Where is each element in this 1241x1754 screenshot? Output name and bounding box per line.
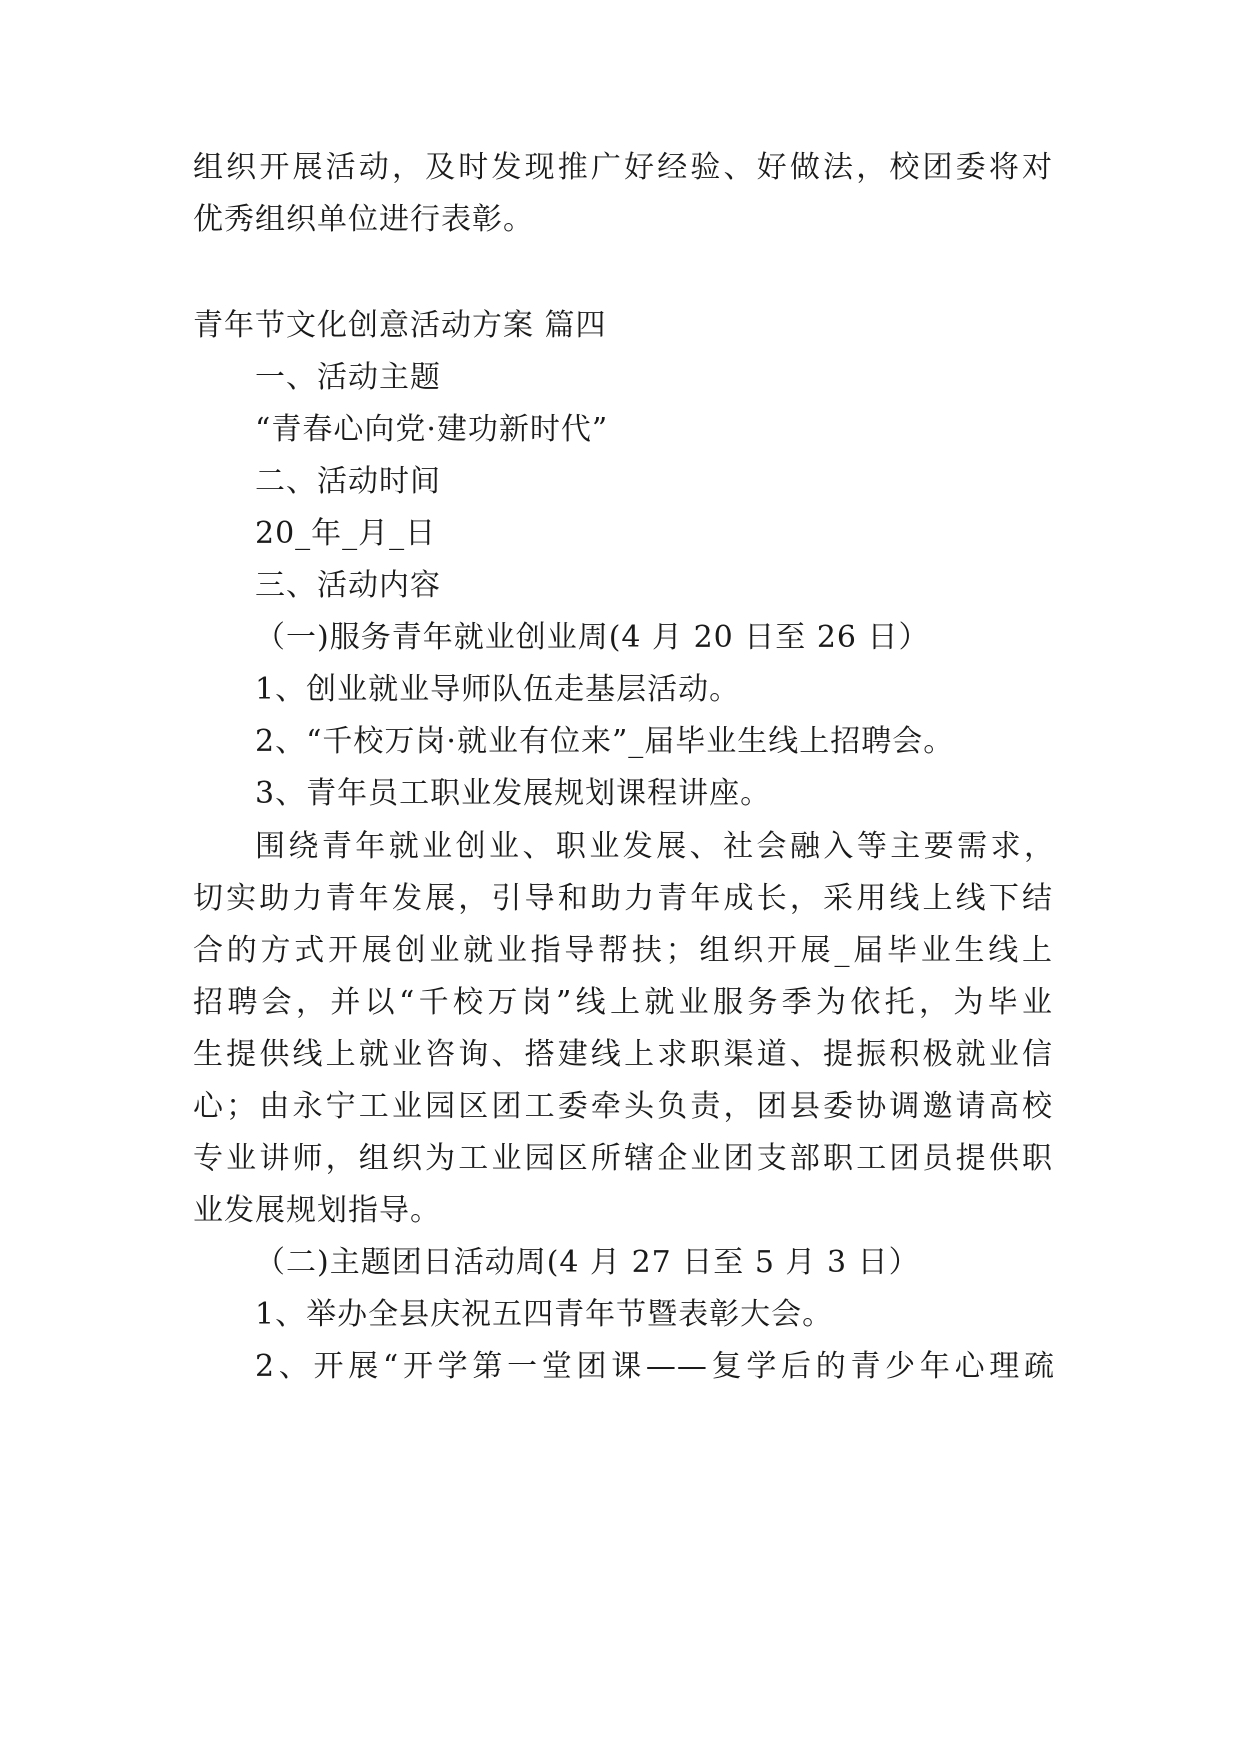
list-item: 2、开展“开学第一堂团课——复学后的青少年心理疏	[255, 1349, 1055, 1384]
date-text: 20_年_月_日	[255, 516, 437, 551]
paragraph-line: 生提供线上就业咨询、搭建线上求职渠道、提振积极就业信	[193, 1037, 1053, 1072]
subheading-league-day-week: （二)主题团日活动周(4 月 27 日至 5 月 3 日）	[255, 1245, 920, 1280]
paragraph-line: 业发展规划指导。	[193, 1193, 441, 1228]
list-item: 3、青年员工职业发展规划课程讲座。	[255, 776, 772, 811]
intro-line-2: 优秀组织单位进行表彰。	[193, 202, 534, 237]
paragraph-line: 心；由永宁工业园区团工委牵头负责，团县委协调邀请高校	[193, 1089, 1053, 1124]
paragraph-line: 专业讲师，组织为工业园区所辖企业团支部职工团员提供职	[193, 1141, 1053, 1176]
theme-text: “青春心向党·建功新时代”	[255, 412, 609, 447]
paragraph-line: 合的方式开展创业就业指导帮扶；组织开展_届毕业生线上	[193, 933, 1053, 968]
section-title: 青年节文化创意活动方案 篇四	[193, 308, 607, 343]
list-item: 2、“千校万岗·就业有位来”_届毕业生线上招聘会。	[255, 724, 955, 759]
intro-line-1: 组织开展活动，及时发现推广好经验、好做法，校团委将对	[193, 150, 1053, 185]
heading-activity-time: 二、活动时间	[255, 464, 441, 499]
paragraph-line: 围绕青年就业创业、职业发展、社会融入等主要需求，	[255, 829, 1055, 864]
list-item: 1、举办全县庆祝五四青年节暨表彰大会。	[255, 1297, 834, 1332]
list-item: 1、创业就业导师队伍走基层活动。	[255, 672, 741, 707]
heading-activity-theme: 一、活动主题	[255, 360, 441, 395]
subheading-employment-week: （一)服务青年就业创业周(4 月 20 日至 26 日）	[255, 620, 930, 655]
paragraph-line: 切实助力青年发展，引导和助力青年成长，采用线上线下结	[193, 881, 1053, 916]
paragraph-line: 招聘会，并以“千校万岗”线上就业服务季为依托，为毕业	[193, 985, 1053, 1020]
heading-activity-content: 三、活动内容	[255, 568, 441, 603]
